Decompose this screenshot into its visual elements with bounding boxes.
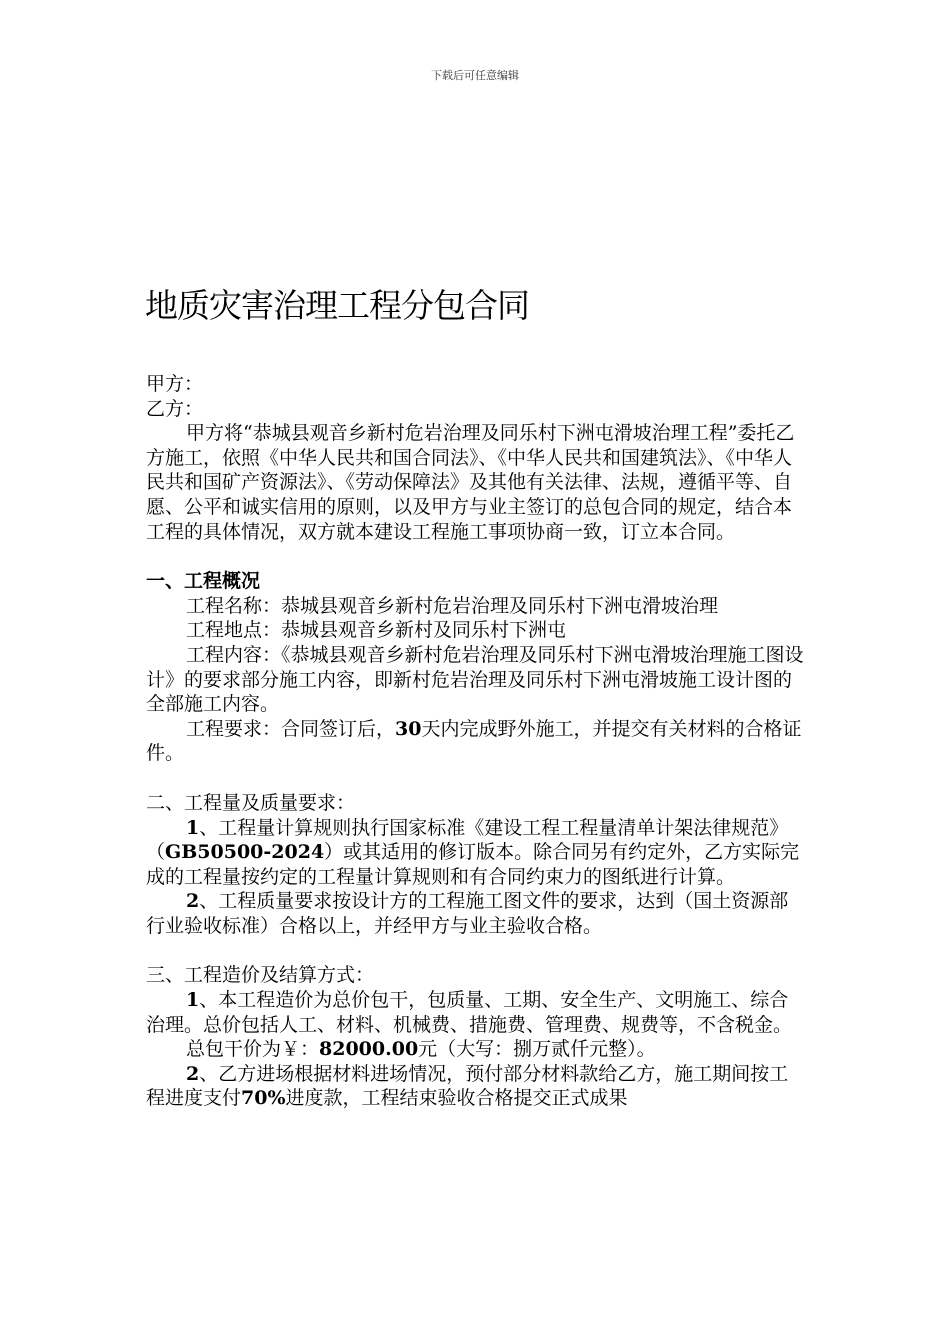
section2-heading: 二、工程量及质量要求： [146,791,356,814]
payment-post: 进度款，工程结束验收合格提交正式成果 [285,1087,628,1110]
req-days: 30 [395,717,422,740]
quality-text: 、工程质量要求按设计方的工程施工图文件的要求，达到（国土资源部行业验收标准）合格以上，并经甲方与业主验收合格。 [146,890,789,937]
header-note: 下载后可任意编辑 [431,69,519,82]
pricing-text: 、本工程造价为总价包干，包质量、工期、安全生产、文明施工、综合治理。总价包括人工、材料、机械费、措施费、管理费、规费等，不含税金。 [146,989,793,1036]
document-title: 地质灾害治理工程分包合同 [145,286,529,325]
party-a-line: 甲方： [146,373,204,395]
req-text-post: 天内完成野外施工，并提交有关材料的合格证件。 [146,717,802,765]
section3-heading: 三、工程造价及结算方式： [146,964,375,987]
section1-heading: 一、工程概况 [146,570,261,593]
party-b-line: 乙方： [146,397,204,420]
item-number: 1 [186,989,200,1012]
payment-pre: 、乙方进场根据材料进场情况，预付部分材料款给乙方，施工期间按工程进度支付 [146,1062,789,1110]
quantity-rule-pre: 、工程量计算规则执行国家标准《建设工程工程量清单计架法律规范》（ [146,816,789,864]
quality-requirement [146,889,806,938]
payment-terms [146,1062,806,1111]
price-amount: 82000.00 [319,1038,419,1061]
project-location: 工程地点：恭城县观音乡新村及同乐村下洲屯 [186,619,567,642]
quantity-rule [146,816,806,890]
price-post: 元（大写：捌万贰仟元整）。 [418,1038,656,1061]
project-requirement [146,717,806,766]
quantity-rule-post: ）或其适用的修订版本。除合同另有约定外，乙方实际完成的工程量按约定的工程量计算规则和有合同约束力的图纸进行计算。 [146,841,800,888]
req-text-pre: 工程要求：合同签订后， [186,717,396,740]
standard-code: GB50500-2024 [165,841,325,864]
item-number: 2 [186,890,200,913]
project-name: 工程名称：恭城县观音乡新村危岩治理及同乐村下洲屯滑坡治理 [186,594,719,617]
pricing-terms [146,988,806,1037]
payment-percent: 70% [241,1087,286,1110]
item-number: 2 [186,1062,200,1085]
document-body [146,372,806,1111]
item-number: 1 [186,816,200,839]
project-content: 工程内容：《恭城县观音乡新村危岩治理及同乐村下洲屯滑坡治理施工图设计》的要求部分施工内容，即新村危岩治理及同乐村下洲屯滑坡施工设计图的全部施工内容。 [146,643,804,716]
price-pre: 总包干价为￥： [186,1038,320,1061]
total-price [146,1037,806,1062]
intro-paragraph: 甲方将“恭城县观音乡新村危岩治理及同乐村下洲屯滑坡治理工程”委托乙方施工，依照《中华人民共和国合同法》、《中华人民共和国建筑法》、《中华人民共和国矿产资源法》、《劳动保障法》及其他有关法律、法规，遵循平等、自愿、公平和诚实信用的原则，以及甲方与业主签订的总包合同的规定，结合本工程的具体情况，双方就本建设工程施工事项协商一致，订立本合同。 [146,422,795,543]
